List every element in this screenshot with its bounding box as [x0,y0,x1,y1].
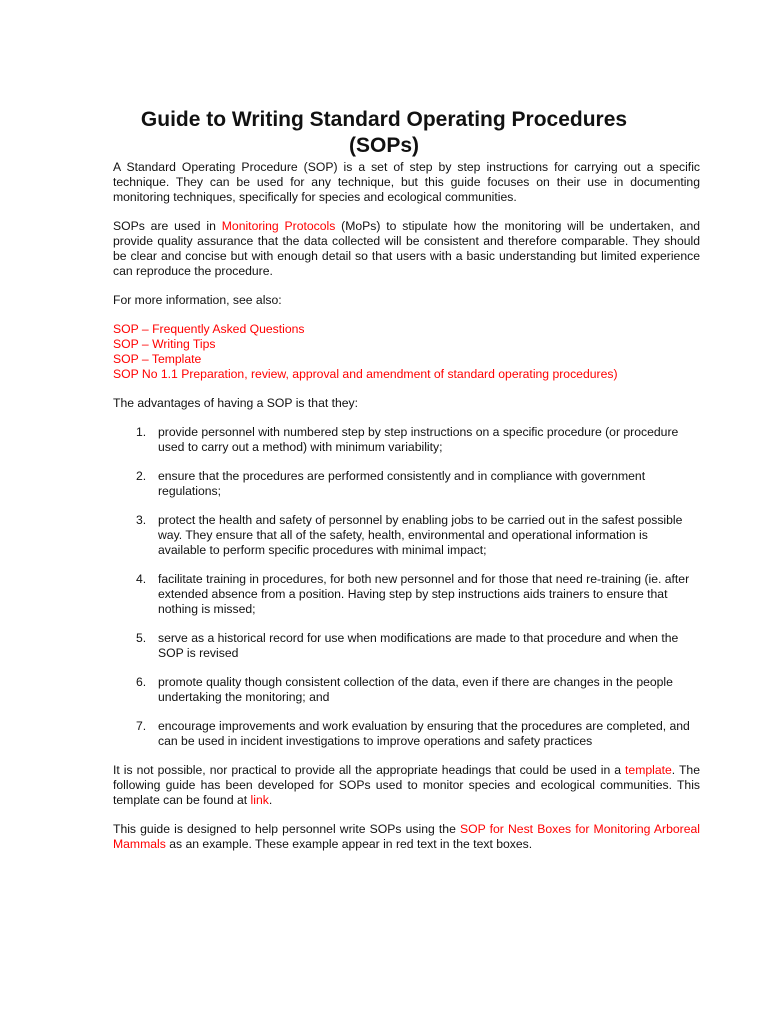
list-item-number: 6. [136,675,147,689]
list-item-text: facilitate training in procedures, for both new personnel and for those that need re-training (ie. after extended absence from a position. Having step by step instructions aids trainers to ensure that nothing is missed; [158,572,690,616]
list-item-text: ensure that the procedures are performed consistently and in compliance with government regulations; [158,469,646,498]
list-item [113,719,700,749]
list-item-text: serve as a historical record for use when modifications are made to that procedure and when the SOP is revised [158,631,679,660]
guide-text-before: This guide is designed to help personnel write SOPs using the [113,822,460,836]
list-item [113,572,700,617]
list-item-number: 3. [136,513,147,527]
document-body [113,160,700,852]
link-link[interactable]: link [250,793,269,807]
page-title [0,107,768,159]
mops-paragraph [113,219,700,279]
title-line-2: (SOPs) [348,134,419,158]
guide-text-after: as an example. These example appear in red text in the text boxes. [165,837,533,851]
guide-paragraph [113,822,700,852]
template-text-after: . [268,793,273,807]
see-also-text: For more information, see also: [113,293,282,307]
list-item [113,469,700,499]
nest-boxes-sop-link[interactable]: SOP for Nest Boxes for Monitoring Arboreal Mammals [113,822,700,851]
see-also-links [113,322,700,382]
list-item-text: encourage improvements and work evaluation by ensuring that the procedures are completed, and can be used in incident investigations to improve operations and safety practices [158,719,690,748]
list-item-number: 4. [136,572,147,586]
list-item-text: promote quality though consistent collection of the data, even if there are changes in the people undertaking the monitoring; and [158,675,673,704]
list-item [113,513,700,558]
link-faq[interactable]: SOP – Frequently Asked Questions [113,322,305,336]
link-writing-tips[interactable]: SOP – Writing Tips [113,337,216,351]
list-item-text: provide personnel with numbered step by step instructions on a specific procedure (or procedure used to carry out a method) with minimum variability; [158,425,679,454]
mops-text-before: SOPs are used in [113,219,222,233]
list-item [113,675,700,705]
mops-text-after: (MoPs) to stipulate how the monitoring will be undertaken, and provide quality assurance that the data collected will be consistent and therefore comparable. They should be clear and concise but with enough detail so that users with a basic understanding but limited experience can reproduce the procedure. [113,219,701,278]
list-item-number: 1. [136,425,147,439]
monitoring-protocols-link[interactable]: Monitoring Protocols [221,219,336,233]
template-text-before: It is not possible, nor practical to provide all the appropriate headings that could be used in a [113,763,626,777]
list-item-number: 5. [136,631,147,645]
link-sop-1-1[interactable]: SOP No 1.1 Preparation, review, approval and amendment of standard operating procedures) [113,367,618,381]
template-paragraph [113,763,700,808]
advantages-intro: The advantages of having a SOP is that they: [113,396,359,410]
list-item [113,631,700,661]
list-item-text: protect the health and safety of personnel by enabling jobs to be carried out in the safest possible way. They ensure that all of the safety, health, environmental and operational information is available to perform specific procedures with minimal impact; [158,513,683,557]
list-item [113,425,700,455]
intro-paragraph: A Standard Operating Procedure (SOP) is a set of step by step instructions for carrying out a specific technique. They can be used for any technique, but this guide focuses on their use in documenting monitoring techniques, specifically for species and ecological communities. [113,160,700,204]
template-link[interactable]: template [625,763,672,777]
advantages-list [113,425,700,749]
template-text-middle: . The following guide has been developed for SOPs used to monitor species and ecological communities. This template can be found at [113,763,700,807]
list-item-number: 7. [136,719,147,733]
title-line-1: Guide to Writing Standard Operating Procedures [140,108,628,132]
list-item-number: 2. [136,469,147,483]
link-template[interactable]: SOP – Template [113,352,202,366]
